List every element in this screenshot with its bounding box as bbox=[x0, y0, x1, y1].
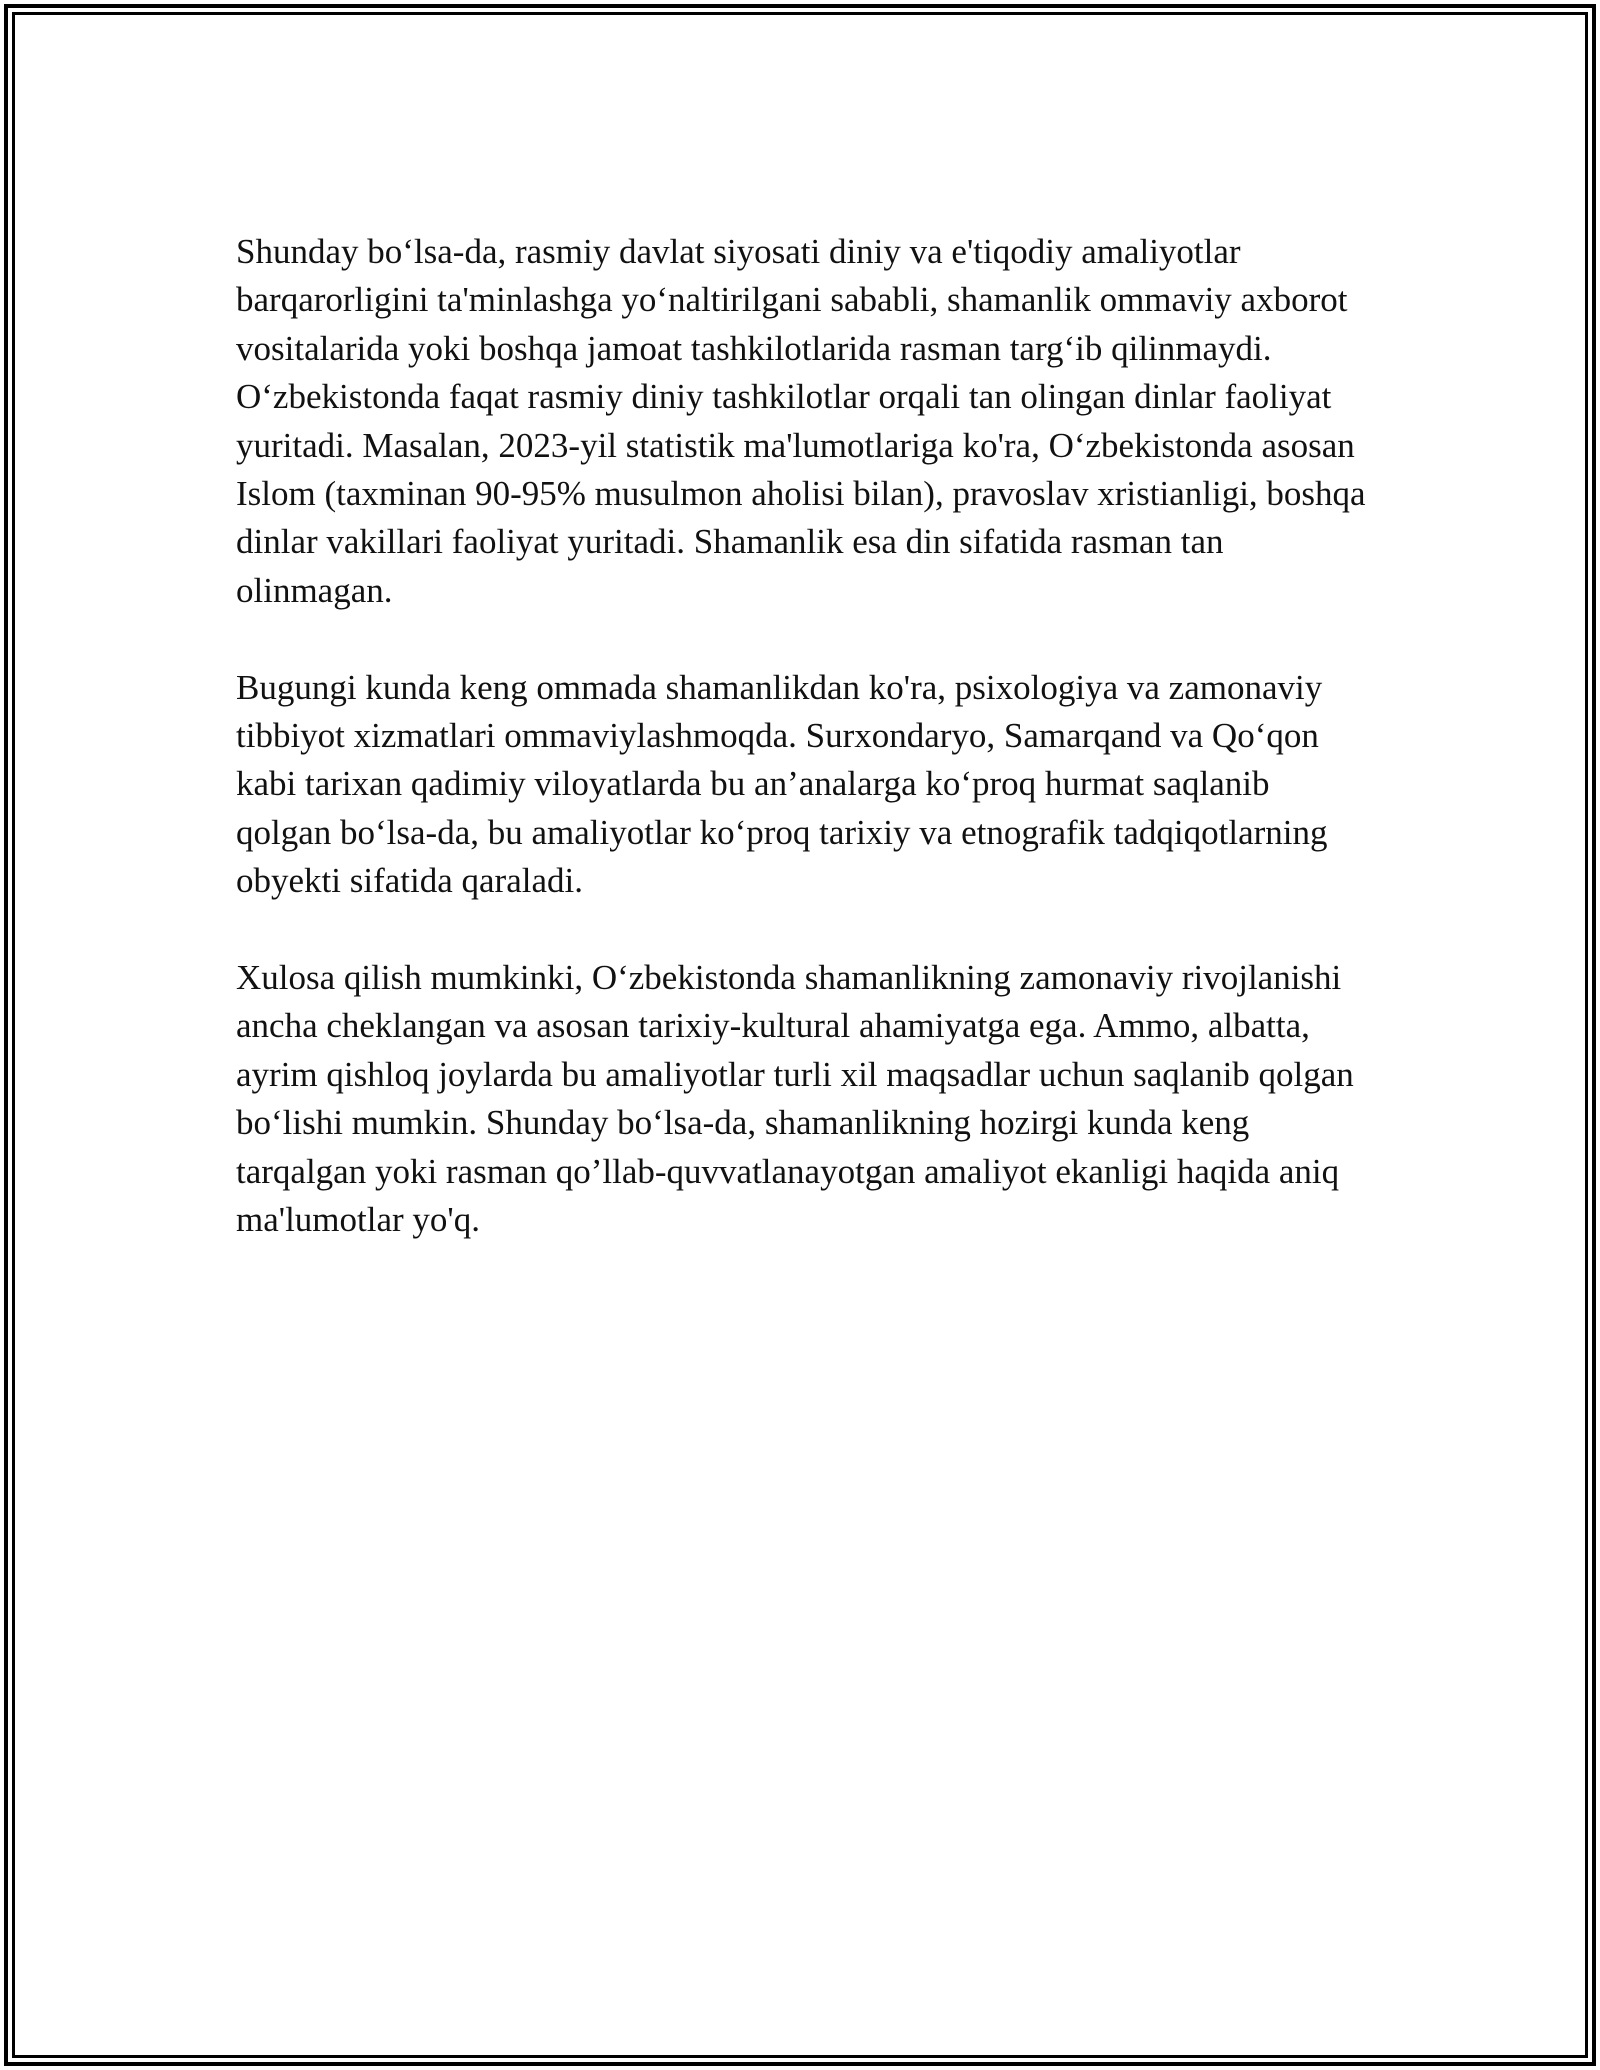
paragraph-1: Shunday bo‘lsa-da, rasmiy davlat siyosati diniy va e'tiqodiy amaliyotlar barqarorligini ta'minlashga yo‘naltirilgani sababli, shamanlik ommaviy axborot vositalarida yoki boshqa jamoat tashkilotlarida rasman targ‘ib qilinmaydi. O‘zbekistonda faqat rasmiy diniy tashkilotlar orqali tan olingan dinlar faoliyat yuritadi. Masalan, 2023-yil statistik ma'lumotlariga ko'ra, O‘zbekistonda asosan Islom (taxminan 90-95% musulmon aholisi bilan), pravoslav xristianligi, boshqa dinlar vakillari faoliyat yuritadi. Shamanlik esa din sifatida rasman tan olinmagan. bbox=[236, 232, 1366, 610]
paragraph-3: Xulosa qilish mumkinki, O‘zbekistonda shamanlikning zamonaviy rivojlanishi ancha cheklangan va asosan tarixiy-kultural ahamiyatga ega. Ammo, albatta, ayrim qishloq joylarda bu amaliyotlar turli xil maqsadlar uchun saqlanib qolgan bo‘lishi mumkin. Shunday bo‘lsa-da, shamanlikning hozirgi kunda keng tarqalgan yoki rasman qo’llab-quvvatlanayotgan amaliyot ekanligi haqida aniq ma'lumotlar yo'q. bbox=[236, 958, 1354, 1240]
document-body bbox=[236, 228, 1366, 1293]
paragraph-2: Bugungi kunda keng ommada shamanlikdan ko'ra, psixologiya va zamonaviy tibbiyot xizmatlari ommaviylashmoqda. Surxondaryo, Samarqand va Qo‘qon kabi tarixan qadimiy viloyatlarda bu an’analarga ko‘proq hurmat saqlanib qolgan bo‘lsa-da, bu amaliyotlar ko‘proq tarixiy va etnografik tadqiqotlarning obyekti sifatida qaraladi. bbox=[236, 667, 1328, 901]
